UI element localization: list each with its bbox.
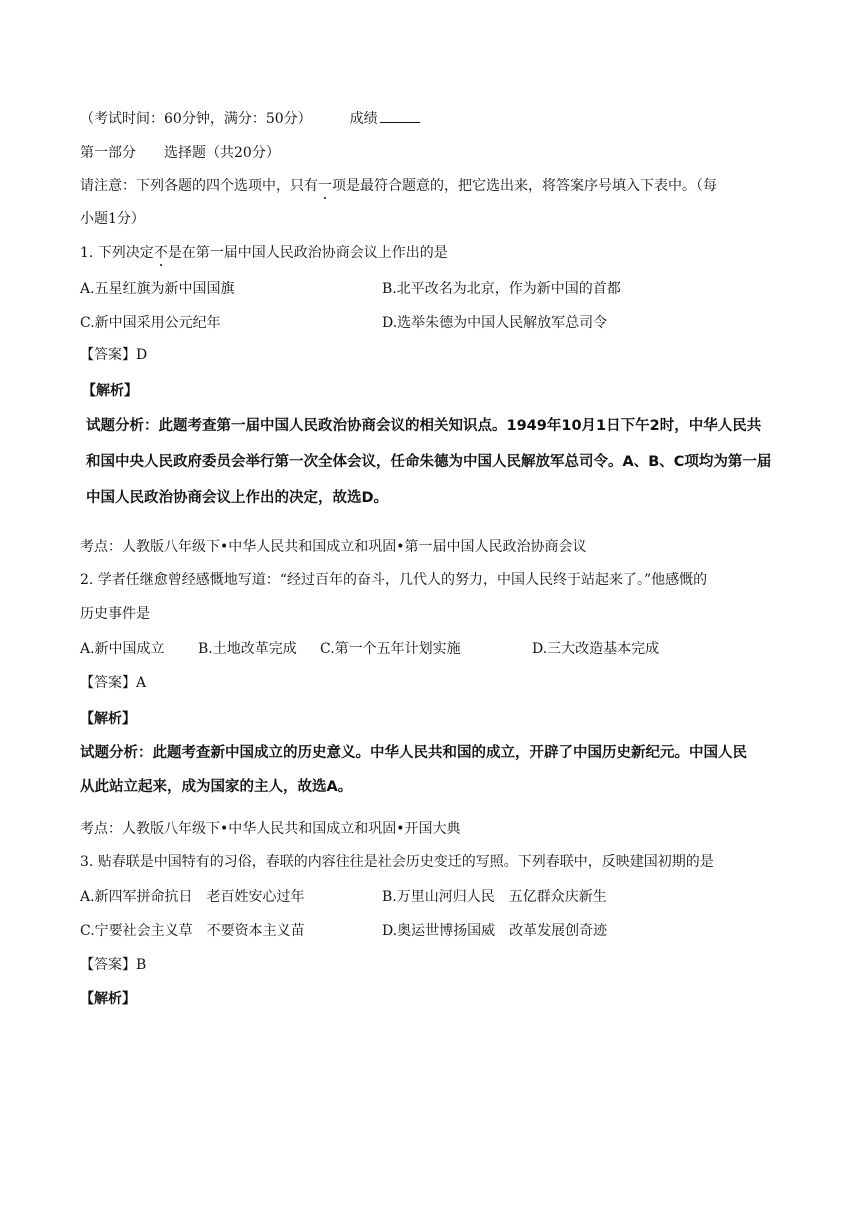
q1-option-d: D.选举朱德为中国人民解放军总司令 bbox=[382, 315, 608, 331]
section-subtitle: 选择题（共20分） bbox=[164, 145, 280, 161]
instruction-text-a: 请注意：下列各题的四个选项中，只有 bbox=[80, 178, 318, 194]
q1-option-c: C.新中国采用公元纪年 bbox=[80, 315, 221, 331]
instruction-line-1 bbox=[80, 176, 717, 196]
q3-option-b: B.万里山河归人民 五亿群众庆新生 bbox=[382, 889, 607, 905]
q1-analysis-line: 试题分析：此题考查第一届中国人民政治协商会议的相关知识点。1949年10月1日下午2时，中华人民共 bbox=[86, 418, 762, 434]
score-label: 成绩 bbox=[349, 111, 378, 127]
exam-info-line bbox=[80, 108, 420, 129]
q1-analysis-line: 中国人民政治协商会议上作出的决定，故选D。 bbox=[86, 490, 389, 506]
q3-answer: 【答案】B bbox=[80, 957, 147, 973]
question-2-stem-line-2: 历史事件是 bbox=[80, 606, 150, 622]
q2-option-d: D.三大改造基本完成 bbox=[532, 641, 660, 657]
q1-answer: 【答案】D bbox=[80, 347, 148, 363]
exam-info: （考试时间：60分钟，满分：50分） bbox=[80, 111, 312, 127]
q2-analysis-line: 试题分析：此题考查新中国成立的历史意义。中华人民共和国的成立，开辟了中国历史新纪元。中国人民 bbox=[80, 745, 747, 761]
q2-option-c: C.第一个五年计划实施 bbox=[320, 641, 461, 657]
q2-option-a: A.新中国成立 bbox=[80, 641, 165, 657]
q1-analysis-line: 和国中央人民政府委员会举行第一次全体会议，任命朱德为中国人民解放军总司令。A、B、C项均为第一届 bbox=[86, 454, 772, 470]
q2-answer: 【答案】A bbox=[80, 675, 147, 691]
q1-topic: 考点：人教版八年级下•中华人民共和国成立和巩固•第一届中国人民政治协商会议 bbox=[80, 539, 587, 555]
q3-option-d: D.奥运世博扬国威 改革发展创奇迹 bbox=[382, 923, 608, 939]
q2-analysis-line: 从此站立起来，成为国家的主人，故选A。 bbox=[80, 779, 353, 795]
instruction-emphasis: 一 bbox=[318, 178, 332, 194]
section-title: 第一部分 bbox=[80, 145, 136, 161]
q1-stem-b: 是在第一届中国人民政治协商会议上作出的是 bbox=[167, 245, 448, 261]
q3-option-a: A.新四军拼命抗日 老百姓安心过年 bbox=[80, 889, 305, 905]
q2-analysis-label: 【解析】 bbox=[80, 711, 136, 727]
q1-stem-emphasis: 不 bbox=[153, 245, 168, 261]
instruction-text-b: 项是最符合题意的，把它选出来，将答案序号填入下表中。（每 bbox=[332, 178, 717, 194]
question-2-stem-line-1: 2. 学者任继愈曾经感慨地写道：“经过百年的奋斗，几代人的努力，中国人民终于站起来了。”他感慨的 bbox=[80, 572, 708, 588]
question-3-stem: 3. 贴春联是中国特有的习俗，春联的内容往往是社会历史变迁的写照。下列春联中，反映建国初期的是 bbox=[80, 854, 714, 870]
question-1-stem bbox=[80, 243, 448, 263]
instruction-line-2: 小题1分） bbox=[80, 211, 145, 227]
q1-analysis-label: 【解析】 bbox=[82, 383, 138, 399]
q3-analysis-label: 【解析】 bbox=[80, 991, 136, 1007]
q1-stem-a: 1. 下列决定 bbox=[80, 245, 154, 261]
q1-option-b: B.北平改名为北京，作为新中国的首都 bbox=[382, 281, 621, 297]
score-blank bbox=[380, 108, 420, 123]
q1-option-a: A.五星红旗为新中国国旗 bbox=[80, 281, 235, 297]
q3-option-c: C.宁要社会主义草 不要资本主义苗 bbox=[80, 923, 305, 939]
q2-option-b: B.土地改革完成 bbox=[198, 641, 297, 657]
section-heading bbox=[80, 143, 280, 163]
q2-topic: 考点：人教版八年级下•中华人民共和国成立和巩固•开国大典 bbox=[80, 821, 461, 837]
